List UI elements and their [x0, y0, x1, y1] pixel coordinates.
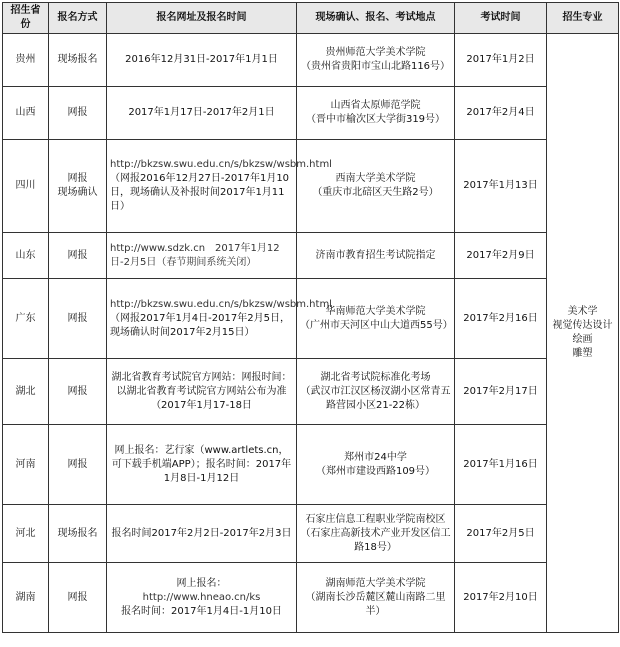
province-cell: 河南 — [3, 425, 49, 505]
header-majors: 招生专业 — [547, 3, 619, 34]
venue-address: （广州市天河区中山大道西55号） — [300, 319, 453, 331]
method-cell — [49, 233, 107, 279]
registration-text: 湖北省教育考试院官方网站：网报时间：以湖北省教育考试院官方网站公布为准（2017年1月17-18日 — [111, 371, 292, 411]
venue-name: 郑州市24中学 — [344, 451, 407, 463]
table-row — [3, 359, 619, 425]
header-registration: 报名网址及报名时间 — [107, 3, 297, 34]
venue-name: 湖北省考试院标准化考场 — [320, 371, 431, 383]
method-cell — [49, 563, 107, 633]
venue-address: （湖南长沙岳麓区麓山南路二里半） — [305, 591, 446, 617]
venue-address: （武汉市江汉区杨汊湖小区常青五路营园小区21-22栋） — [300, 385, 451, 411]
method-cell — [49, 279, 107, 359]
registration-text: 网上报名： — [176, 577, 227, 589]
method-text: 网报 — [67, 107, 88, 118]
table-row — [3, 425, 619, 505]
majors-cell — [547, 34, 619, 633]
registration-url[interactable]: http://bkzsw.swu.edu.cn/s/bkzsw/wsbm.html — [110, 159, 332, 170]
venue-name: 石家庄信息工程职业学院南校区 — [305, 513, 446, 525]
method-text: 现场报名 — [57, 54, 98, 65]
province-cell: 贵州 — [3, 34, 49, 87]
venue-cell — [297, 140, 455, 233]
header-venue: 现场确认、报名、考试地点 — [297, 3, 455, 34]
method-text: 网报 — [67, 249, 88, 261]
exam-date-cell: 2017年2月4日 — [455, 87, 547, 140]
registration-cell — [107, 233, 297, 279]
registration-cell — [107, 34, 297, 87]
registration-text: （网报2016年12月27日-2017年1月10日，现场确认及补报时间2017年1月11日） — [110, 173, 290, 212]
method-text: 网报 — [67, 458, 88, 470]
method-cell — [49, 140, 107, 233]
table-row — [3, 140, 619, 233]
registration-cell — [107, 87, 297, 140]
venue-name: 华南师范大学美术学院 — [325, 305, 426, 317]
venue-cell — [297, 233, 455, 279]
venue-cell — [297, 359, 455, 425]
venue-cell — [297, 279, 455, 359]
header-province: 招生省份 — [3, 3, 49, 34]
table-row — [3, 505, 619, 563]
venue-cell — [297, 34, 455, 87]
table-row — [3, 34, 619, 87]
venue-address: （晋中市榆次区大学街319号） — [305, 114, 446, 125]
exam-date-cell: 2017年1月13日 — [455, 140, 547, 233]
venue-cell — [297, 425, 455, 505]
exam-date-cell: 2017年2月9日 — [455, 233, 547, 279]
exam-date-cell: 2017年2月17日 — [455, 359, 547, 425]
registration-url[interactable]: http://bkzsw.swu.edu.cn/s/bkzsw/wsbm.html — [110, 298, 332, 310]
registration-cell — [107, 425, 297, 505]
registration-cell — [107, 505, 297, 563]
registration-cell — [107, 359, 297, 425]
major-item: 美术学 — [567, 306, 598, 317]
method-cell — [49, 87, 107, 140]
exam-date-cell: 2017年2月16日 — [455, 279, 547, 359]
province-cell: 河北 — [3, 505, 49, 563]
registration-text: 2017年1月17日-2017年2月1日 — [128, 107, 275, 118]
method-cell — [49, 425, 107, 505]
registration-text: （网报2017年1月4日-2017年2月5日，现场确认时间2017年2月15日） — [110, 312, 290, 338]
venue-cell — [297, 563, 455, 633]
method-cell — [49, 34, 107, 87]
venue-name: 西南大学美术学院 — [335, 173, 416, 184]
venue-cell — [297, 505, 455, 563]
header-exam-date: 考试时间 — [455, 3, 547, 34]
venue-address: （重庆市北碚区天生路2号） — [312, 187, 439, 198]
table-row — [3, 233, 619, 279]
header-row — [3, 3, 619, 34]
admissions-table — [2, 2, 619, 633]
method-cell — [49, 359, 107, 425]
registration-text: 报名时间2017年2月2日-2017年2月3日 — [111, 527, 292, 539]
method-cell — [49, 505, 107, 563]
registration-text: 2016年12月31日-2017年1月1日 — [125, 54, 278, 65]
province-cell: 山西 — [3, 87, 49, 140]
registration-text: 报名时间：2017年1月4日-1月10日 — [121, 605, 282, 617]
registration-text[interactable]: http://www.sdzk.cn 2017年1月12日-2月5日（春节期间系统关闭） — [110, 242, 280, 268]
venue-name: 济南市教育招生考试院指定 — [315, 249, 436, 261]
method-text: 网报 — [67, 385, 88, 397]
venue-name: 湖南师范大学美术学院 — [325, 577, 426, 589]
exam-date-cell: 2017年2月5日 — [455, 505, 547, 563]
province-cell: 四川 — [3, 140, 49, 233]
major-item: 雕塑 — [572, 348, 593, 359]
venue-address: （郑州市建设西路109号） — [315, 465, 436, 477]
exam-date-cell: 2017年1月16日 — [455, 425, 547, 505]
venue-name: 山西省太原师范学院 — [330, 100, 421, 111]
province-cell: 广东 — [3, 279, 49, 359]
province-cell: 山东 — [3, 233, 49, 279]
province-cell: 湖南 — [3, 563, 49, 633]
venue-name: 贵州师范大学美术学院 — [325, 47, 426, 58]
method-text: 网报 — [67, 173, 88, 184]
table-row — [3, 87, 619, 140]
header-method: 报名方式 — [49, 3, 107, 34]
registration-cell — [107, 563, 297, 633]
exam-date-cell: 2017年2月10日 — [455, 563, 547, 633]
table-row — [3, 279, 619, 359]
method-text: 现场报名 — [57, 527, 98, 539]
exam-date-cell: 2017年1月2日 — [455, 34, 547, 87]
method-text: 现场确认 — [57, 187, 98, 198]
major-item: 视觉传达设计 — [552, 320, 613, 331]
table-row — [3, 563, 619, 633]
registration-cell — [107, 279, 332, 359]
method-text: 网报 — [67, 591, 88, 603]
registration-url[interactable]: http://www.hneao.cn/ks — [142, 591, 261, 603]
method-text: 网报 — [67, 312, 88, 324]
major-item: 绘画 — [572, 334, 593, 345]
venue-address: （石家庄高新技术产业开发区信工路18号） — [300, 527, 451, 553]
registration-cell — [107, 140, 332, 233]
venue-cell — [297, 87, 455, 140]
province-cell: 湖北 — [3, 359, 49, 425]
registration-text: 网上报名：艺行家（www.artlets.cn，可下载手机端APP）；报名时间：2017年1月8日-1月12日 — [111, 444, 292, 484]
venue-address: （贵州省贵阳市宝山北路116号） — [300, 61, 451, 72]
